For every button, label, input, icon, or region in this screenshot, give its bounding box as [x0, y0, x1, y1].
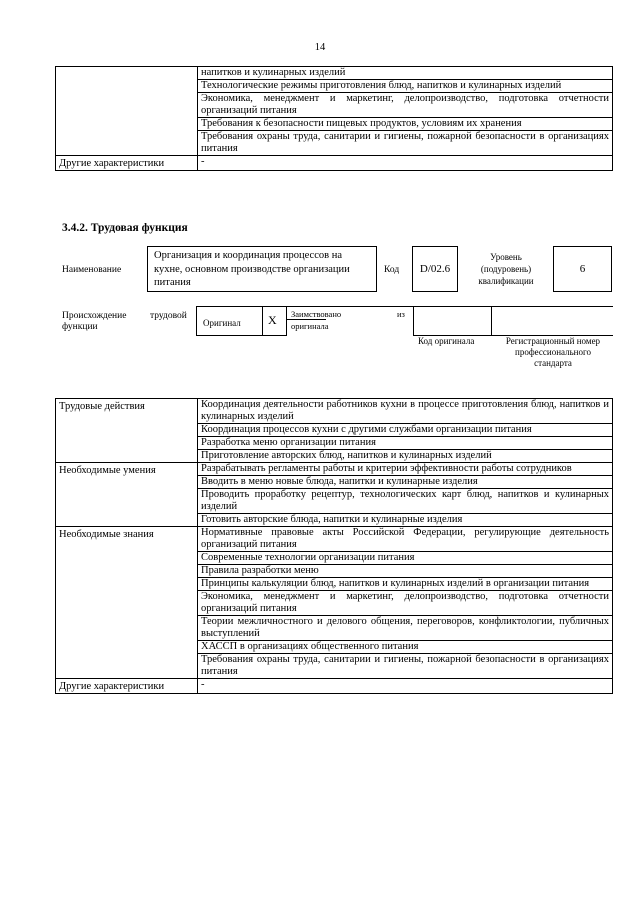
level-box: [553, 246, 612, 292]
table-cell: Принципы калькуляции блюд, напитков и кулинарных изделий в организации питания: [198, 578, 613, 591]
original-code-label: Код оригинала: [418, 336, 475, 346]
table-cell: Проводить проработку рецептур, технологических карт блюд, напитков и кулинарных изделий: [198, 489, 613, 514]
table-cell: Координация деятельности работников кухни в процессе приготовления блюд, напитков и кулинарных изделий: [198, 399, 613, 424]
function-name: Организация и координация процессов на кухне, основном производстве организации питания: [154, 250, 350, 288]
other-characteristics-value: -: [198, 156, 613, 171]
table-cell: Нормативные правовые акты Российской Федерации, регулирующие деятельность организаций питания: [198, 527, 613, 552]
level-label: Уровень (подуровень) квалификации: [478, 252, 534, 286]
table-cell: Теории межличностного и делового общения, переговоров, конфликтологии, публичных выступлений: [198, 616, 613, 641]
section-heading: 3.4.2. Трудовая функция: [62, 222, 188, 234]
table-cell: Готовить авторские блюда, напитки и кулинарные изделия: [198, 514, 613, 527]
code-box: [412, 246, 458, 292]
table-cell: Разрабатывать регламенты работы и критерии эффективности работы сотрудников: [198, 463, 613, 476]
origin-label-part3: функции: [62, 322, 98, 332]
original-label: Оригинал: [203, 318, 241, 328]
empty-label-cell: [56, 67, 198, 156]
borrowed-label-part3: оригинала: [291, 321, 329, 331]
skills-label: Необходимые умения: [56, 463, 198, 527]
original-mark: X: [268, 313, 277, 327]
knowledge-label: Необходимые знания: [56, 527, 198, 679]
page-number: 14: [314, 42, 326, 53]
origin-label-part2: трудовой: [150, 311, 187, 321]
divider: [286, 306, 287, 336]
function-name-box: [147, 246, 377, 292]
other-characteristics-label: Другие характеристики: [56, 679, 198, 694]
knowledge-table-continued: [55, 66, 613, 171]
borrowed-label-part1: Заимствовано: [291, 309, 342, 319]
table-cell: Технологические режимы приготовления блюд, напитков и кулинарных изделий: [198, 80, 613, 93]
divider: [262, 306, 263, 336]
divider: [413, 306, 414, 336]
table-cell: Вводить в меню новые блюда, напитки и кулинарные изделия: [198, 476, 613, 489]
table-cell: напитков и кулинарных изделий: [198, 67, 613, 80]
other-characteristics-value: -: [198, 679, 613, 694]
table-cell: ХАССП в организациях общественного питания: [198, 641, 613, 654]
origin-label-part1: Происхождение: [62, 311, 127, 321]
function-requirements-table: [55, 398, 613, 694]
divider: [491, 306, 492, 336]
actions-label: Трудовые действия: [56, 399, 198, 463]
reg-number-label: Регистрационный номер профессионального стандарта: [505, 336, 601, 368]
divider: [196, 335, 287, 336]
table-cell: Требования охраны труда, санитарии и гигиены, пожарной безопасности в организациях питания: [198, 654, 613, 679]
table-cell: Современные технологии организации питания: [198, 552, 613, 565]
table-cell: Правила разработки меню: [198, 565, 613, 578]
table-cell: Координация процессов кухни с другими службами организации питания: [198, 424, 613, 437]
table-cell: Экономика, менеджмент и маркетинг, делопроизводство, подготовка отчетности организаций питания: [198, 591, 613, 616]
table-cell: Требования к безопасности пищевых продуктов, условиям их хранения: [198, 118, 613, 131]
level-value: 6: [579, 263, 586, 275]
divider: [286, 319, 326, 320]
table-cell: Требования охраны труда, санитарии и гигиены, пожарной безопасности в организациях питания: [198, 131, 613, 156]
other-characteristics-label: Другие характеристики: [56, 156, 198, 171]
name-label: Наименование: [62, 265, 122, 275]
code-label: Код: [384, 265, 400, 275]
table-cell: Разработка меню организации питания: [198, 437, 613, 450]
borrowed-label-part2: из: [397, 309, 405, 319]
table-cell: Экономика, менеджмент и маркетинг, делопроизводство, подготовка отчетности организаций питания: [198, 93, 613, 118]
table-cell: Приготовление авторских блюд, напитков и кулинарных изделий: [198, 450, 613, 463]
code-value: D/02.6: [419, 263, 451, 275]
